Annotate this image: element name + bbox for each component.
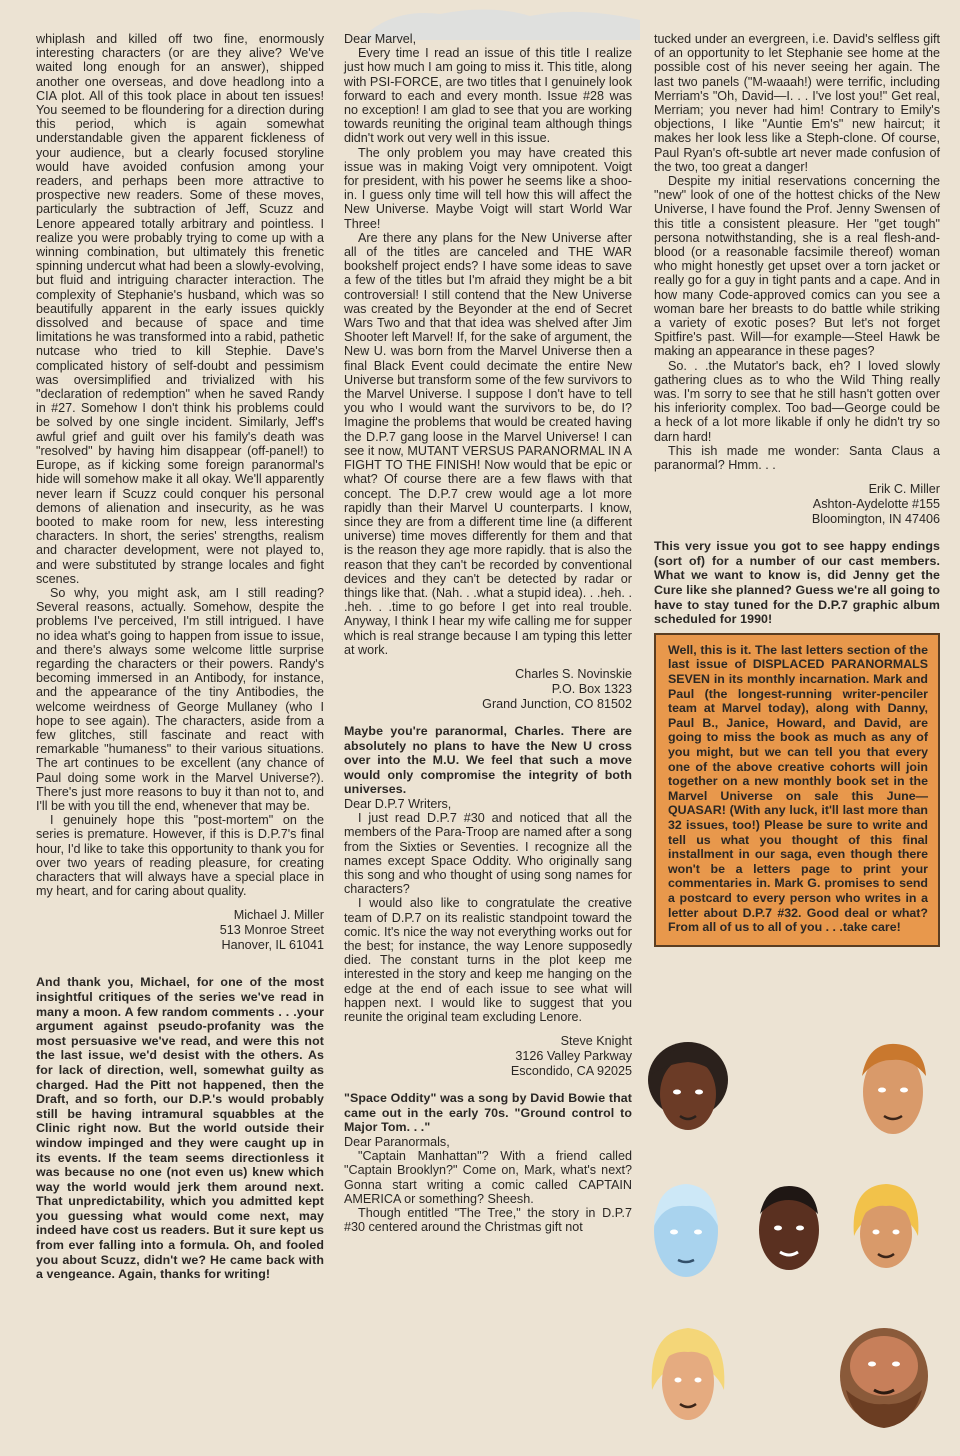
signature-block bbox=[344, 1034, 632, 1079]
editor-reply: "Space Oddity" was a song by David Bowie that came out in the early 70s. "Ground control to Major Tom. . ." bbox=[344, 1091, 632, 1135]
signature-block bbox=[654, 482, 940, 527]
letter-paragraph: This ish made me wonder: Santa Claus a paranormal? Hmm. . . bbox=[654, 443, 940, 473]
editor-reply: This very issue you got to see happy endings (sort of) for a number of our cast members. What we want to know is, did Jenny get the Cure like she planned? Guess we're all going to have to stay tuned for the D.P.7 graphic album scheduled for 1990! bbox=[654, 539, 940, 627]
letter-paragraph: Despite my initial reservations concerning the "new" look of one of the hottest chicks of the New Universe, I have found the Prof. Jenny Swensen of this title a consistent pleasure. Her "get tough" persona notwithstanding, she is a real flesh-and-blood (or a reasonable facsimile thereof) woman who might honestly get upset over a torn jacket or really go for a guy in tight pants and a cape. And in how many Code-approved comics can you see a woman bare her breasts to do battle while striking a variety of exotic poses? But let's not forget Spitfire's past. Will—for example—Steel Hawk be making an appearance in these pages? bbox=[654, 174, 940, 359]
editor-reply: And thank you, Michael, for one of the most insightful critiques of the series we've read in many a moon. A few random comments . . .your argument against pseudo-profanity was the most persuasive we've read, and were this not the last issue, we'd desist with the others. As for lack of direction, well, somewhat guilty as charged. Had the Pitt not happened, then the Draft, and so forth, our D.P.'s would probably still be having intramural squabbles at the Clinic right now. But the world outside their window impinged and they were caught up in its events. If the team seems directionless it was because no one (not even us) knew which way the world would jerk them around next. That unpredictability, which you admitted kept you guessing what would come next, may indeed have cost us readers. But it sure kept us from ever falling into a formula. Oh, and fooled you about Scuzz, didn't we? He came back with a vengeance. Again, thanks for writing! bbox=[36, 975, 324, 1282]
signature-address: P.O. Box 1323 bbox=[551, 681, 632, 696]
letter-paragraph: Though entitled "The Tree," the story in D.P.7 #30 centered around the Christmas gift not bbox=[344, 1205, 632, 1235]
signature-block bbox=[36, 908, 324, 953]
head-portrait-7 bbox=[834, 1320, 934, 1432]
signature-address: 3126 Valley Parkway bbox=[515, 1049, 632, 1064]
salutation: Dear D.P.7 Writers, bbox=[344, 796, 452, 811]
column-1 bbox=[36, 32, 324, 1282]
letter-paragraph: I genuinely hope this "post-mortem" on the series is premature. However, if this is D.P.7's final hour, I'd like to take this opportunity to thank you for over two years of reading pleasure, for creating characters that will always have a special place in my heart, and for caring about quality. bbox=[36, 813, 324, 899]
signature-city: Hanover, IL 61041 bbox=[221, 938, 324, 953]
letter-paragraph: Are there any plans for the New Universe after all of the titles are canceled and THE WAR bookshelf project ends? I have some ideas to save a few of the titles but I'm afraid they might be a bit controversial! I still contend that the New Universe was created by the Beyonder at the end of Secret Wars Two and that that idea was shelved after Jim Shooter left Marvel! If, for the sake of argument, the New U. was born from the Marvel Universe then a final Black Event could decimate the entire New Universe but transform some of the few survivors to the Marvel Universe. I suppose I don't have to tell you who I would want the survivors to be, do I? Imagine the problems that would be created having the D.P.7 gang loose in the Marvel Universe! I can see it now, MUTANT VERSUS PARANORMAL IN A FIGHT TO THE FINISH! Now would that be epic or what? Of course there are a few flaws with that concept. The D.P.7 crew would age a lot more rapidly than their Marvel U counterparts. I know, since they are from a different time line (a different universe) time moves differently for them and that is the reason they age more rapidly. that is also the reason that they can't be recorded by conventional devices and they can't be detected by radar or things like that. (Nah. . .what a stupid idea). . .heh. . .heh. . .time to go before I get into real trouble. Anyway, I think I hear my wife calling me for supper which is real strange because I am typing this letter at work. bbox=[344, 230, 632, 657]
letter-paragraph: tucked under an evergreen, i.e. David's selfless gift of an opportunity to let Stephanie see home at the possible cost of his never seeing her again. The last two panels ("M-waaah!) were terrific, including Merriam's "Oh, David—I. . . I've lost you!" Get real, Merriam; you never had him! Contrary to Emily's objections, I like "Auntie Em's" new haircut; it makes her look less like a Steph-clone. Of course, Paul Ryan's oft-subtle art never made confusion of the two, too great a danger! bbox=[654, 32, 940, 174]
head-portrait-4 bbox=[752, 1178, 826, 1278]
signature-city: Grand Junction, CO 81502 bbox=[482, 696, 632, 711]
farewell-box: Well, this is it. The last letters section of the last issue of DISPLACED PARANORMALS SEVEN in its monthly incarnation. Mark and Paul (the longest-running writer-penciler team at Marvel today), along with Danny, Paul B., Janice, Howard, and David, are going to miss the book as much as any of you might, but we can tell you that every one of the above creative cohorts will join together on a new monthly book set in the Marvel Universe on sale this June—QUASAR! (With any luck, it'll last more than 32 issues, too!) Please be sure to write and tell us what you thought of this final installment in our saga, even though there won't be a letters page to print your commentaries in. Mark G. promises to send a postcard to every person who writes in a letter about D.P.7 #32. Good deal or what? From all of us to all of you . . .take care! bbox=[654, 633, 940, 947]
signature-name: Steve Knight bbox=[560, 1034, 632, 1049]
signature-name: Michael J. Miller bbox=[233, 908, 324, 923]
signature-address: 513 Monroe Street bbox=[219, 923, 324, 938]
salutation: Dear Marvel, bbox=[344, 32, 417, 46]
character-heads-art bbox=[640, 1028, 940, 1456]
signature-name: Erik C. Miller bbox=[868, 482, 940, 497]
signature-city: Escondido, CA 92025 bbox=[510, 1064, 632, 1079]
signature-city: Bloomington, IN 47406 bbox=[811, 512, 940, 527]
letter-paragraph: Every time I read an issue of this title I realize just how much I am going to miss it. This title, along with PSI-FORCE, are two titles that I genuinely look forward to each and every month. Issue #28 was no exception! I am glad to see that you are working towards reuniting the original team although things didn't work out very well in this issue. bbox=[344, 46, 632, 146]
letter-paragraph: whiplash and killed off two fine, enormously interesting characters (or are they alive? We've waited long enough for an answer), shipped another one overseas, and dove headlong into a CIA plot. All of this took place in about ten issues! You seemed to be floundering for a direction during this period, which is again somewhat understandable given the apparent fickleness of your audience, but a clearly focused storyline would have avoided confusion among your readers, and perhaps been more attractive to prospective new readers. Some of these moves, particularly the subtraction of Jeff, Scuzz and Lenore appeared totally arbitrary and pointless. I realize you were probably trying to come up with a winning combination, but ultimately this frenetic spinning undercut what had been a slowly-evolving, but fluid and intriguing character interaction. The complexity of Stephanie's husband, which was so beautifully apparent in the early issues quickly dissolved and because of space and time limitations he was transformed into a rabid, pathetic nutcase who tried to kill Stephie. Dave's complicated history of self-doubt and pessimism was oversimplified and trivialized with his "declaration of redemption" when he saved Randy in #27. Somehow I don't think his problems could be solved by one single incident. Similarly, Jeff's awful grief and guilt over his family's death was "resolved" by having him disappear (off-panel!) to Europe, as if kicking some foreign paranormal's hide will somehow make it all okay. We'll apparently never learn if Scuzz could conquer his personal demons of alienation and insecurity, as he was booted to make room for new, less interesting characters. In short, the series' strengths, realism and character development, were not played to, and were substituted by strange locales and fight scenes. bbox=[36, 32, 324, 586]
column-2 bbox=[344, 32, 632, 1234]
salutation: Dear Paranormals, bbox=[344, 1134, 450, 1149]
head-portrait-5 bbox=[848, 1176, 924, 1276]
column-3 bbox=[654, 32, 940, 947]
signature-name: Charles S. Novinskie bbox=[515, 666, 632, 681]
letter-paragraph: "Captain Manhattan"? With a friend called "Captain Brooklyn?" Come on, Mark, what's next? Gonna start writing a comic called CAPTAIN AMERICA or something? Sheesh. bbox=[344, 1149, 632, 1206]
head-portrait-6 bbox=[648, 1320, 728, 1430]
signature-address: Ashton-Aydelotte #155 bbox=[812, 497, 940, 512]
letter-paragraph: So. . .the Mutator's back, eh? I loved slowly gathering clues as to who the Wild Thing really was. I'm sorry to see that he still hasn't gotten over his inferiority complex. Too bad—George could be a heck of a lot more likable if only he didn't try so darn hard! bbox=[654, 358, 940, 444]
letter-paragraph: So why, you might ask, am I still reading? Several reasons, actually. Somehow, despite the problems I've perceived, I'm still intrigued. I have no idea what's going to happen from issue to issue, and there's always some welcome little surprise regarding the characters or their powers. Randy's becoming immersed in an Antibody, for instance, and the appearance of the tiny Antibodies, the welcome weirdness of George Mullaney (who I hope to see again). The characters, aside from a few glitches, still fascinate and react with remarkable "humaness" to their various situations. The art continues to be excellent (any chance of Paul doing some work in the Marvel Universe?). There's just more reasons to buy it than not to, and I'll be with you till the end, whenever that may be. bbox=[36, 585, 324, 813]
letter-paragraph: I just read D.P.7 #30 and noticed that all the members of the Para-Troop are named after a song from the Sixties or Seventies. I recognize all the names except Space Oddity. Who originally sang this song and who thought of using song names for characters? bbox=[344, 811, 632, 897]
head-portrait-3 bbox=[646, 1176, 726, 1286]
letter-paragraph: The only problem you may have created this issue was in making Voigt very omnipotent. Voigt for president, with his power he seems like a shoo-in. I guess only time will tell how this will affect the New Universe. Maybe Voigt will start World War Three! bbox=[344, 145, 632, 231]
head-portrait-2 bbox=[852, 1036, 934, 1142]
editor-reply: Maybe you're paranormal, Charles. There are absolutely no plans to have the New U cross over into the M.U. We feel that such a move would only compromise the integrity of both universes. bbox=[344, 723, 632, 797]
head-portrait-1 bbox=[642, 1034, 734, 1142]
signature-block bbox=[344, 667, 632, 712]
letter-paragraph: I would also like to congratulate the creative team of D.P.7 on its realistic standpoint toward the comic. It's nice the way not everything works out for the best; for instance, the way Lenore supposedly died. The constant turns in the plot keep me interested in the story and keep me hanging on the edge at the end of each issue to see what will happen next. I would like to suggest that you reunite the original team excluding Lenore. bbox=[344, 896, 632, 1024]
